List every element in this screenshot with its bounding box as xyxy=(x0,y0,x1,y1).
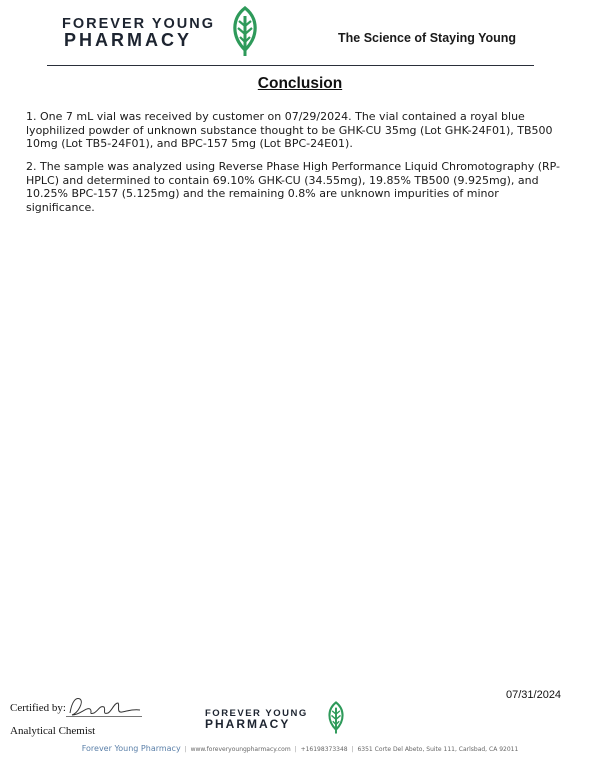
footer-brand-line1: FOREVER YOUNG xyxy=(205,708,308,719)
company-name: Forever Young Pharmacy xyxy=(81,744,181,753)
paragraph-analysis: 2. The sample was analyzed using Reverse Phase High Performance Liquid Chromotography (RP-HPLC) and determined to contain 69.10% GHK-CU (34.55mg), 19.85% TB500 (9.925mg), and 10.25% BPC-157 (5.125mg) and the remaining 0.8% are unknown impurities of minor significance. xyxy=(26,160,561,214)
signature-date: 07/31/2024 xyxy=(506,689,562,701)
footer-brand-line2: PHARMACY xyxy=(205,717,291,731)
address: 6351 Corte Del Abeto, Suite 111, Carlsbad, CA 92011 xyxy=(357,746,519,753)
header-divider xyxy=(47,65,534,66)
certified-label: Certified by: xyxy=(10,702,66,714)
brand-name-line2: PHARMACY xyxy=(64,30,193,50)
letterhead xyxy=(0,0,600,70)
tagline: The Science of Staying Young xyxy=(338,31,517,45)
leaf-icon xyxy=(228,6,262,58)
phone-number: +16198373348 xyxy=(300,746,348,753)
leaf-icon xyxy=(325,701,347,735)
signature-line xyxy=(66,716,142,717)
website-link[interactable]: www.foreveryoungpharmacy.com xyxy=(190,746,291,753)
contact-footer: Forever Young Pharmacy | www.foreveryoungpharmacy.com | +16198373348 | 6351 Corte Del Abeto, Suite 111, Carlsbad, CA 92011 xyxy=(81,744,519,753)
paragraph-receipt: 1. One 7 mL vial was received by customer on 07/29/2024. The vial contained a royal blue lyophilized powder of unknown substance thought to be GHK-CU 35mg (Lot GHK-24F01), TB500 10mg (Lot TB5-24F01), and BPC-157 5mg (Lot BPC-24E01). xyxy=(26,110,553,150)
document-title: Conclusion xyxy=(257,75,343,92)
role-label: Analytical Chemist xyxy=(10,725,96,737)
brand-name-line1: FOREVER YOUNG xyxy=(62,16,216,32)
